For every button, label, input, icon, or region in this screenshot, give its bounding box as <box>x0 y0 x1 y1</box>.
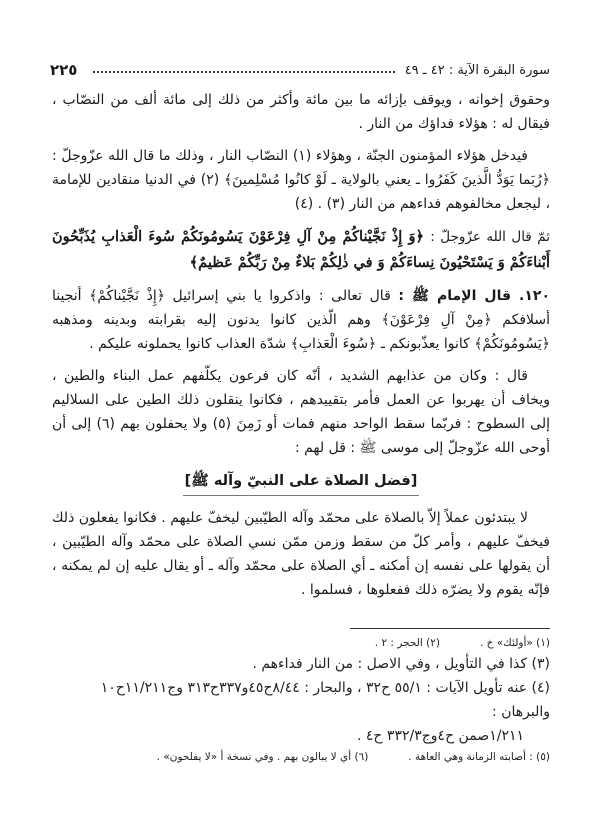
page-number: ٢٢٥ <box>50 61 78 79</box>
paragraph-3-text: قال تعالى : واذكروا يا بني إسرائيل ﴿إِذْ نَجَّيْناكُمْ﴾ أنجينا أسلافكم ﴿مِنْ آلِ فِرْعَوْنَ﴾ وهم الّذين كانوا يدنون إليه بقرابته وبدينه ومذهبه ﴿يَسُومُونَكُمْ﴾ كانوا يعذّبونكم ـ ﴿سُوءَ الْعَذابِ﴾ شدّة العذاب كانوا يحملونه عليكم . <box>52 288 550 352</box>
paragraph-3 <box>52 284 550 356</box>
footnote-1: (١) «أولئك» خ . <box>479 637 550 649</box>
page-body <box>52 88 550 610</box>
paragraph-5: لا يبتدئون عملاً إلاّ بالصلاة على محمّد وآله الطيّبين ليخفّ عليهم . فكانوا يفعلون ذلك فيخفّ عليهم ، وأمر كلّ من سقط وزمن ممّن نسي الصلاة على محمّد وآله الطيّبين ، أن يقولها على نفسه إن أمكنه ـ أي الصلاة على محمّد وآله ـ أو يقال عليه إن لم يمكنه ، فإنّه يقوم ولا يضرّه ذلك ففعلوها ، فسلموا . <box>52 510 550 598</box>
footnote-row-3 <box>52 748 550 766</box>
paragraph-1: وحقوق إخوانه ، ويوقف بإزائه ما بين مائة وأكثر من ذلك إلى مائة ألف من النصّاب ، فيقال له : هؤلاء فداؤك من النار . <box>52 92 550 132</box>
paragraph-2: فيدخل هؤلاء المؤمنون الجنّة ، وهؤلاء (١) النصّاب النار ، وذلك ما قال الله عزّوجلّ : ﴿رُبَما يَوَدُّ الَّذينَ كَفَرُوا ـ يعني بالولاية ـ لَوْ كانُوا مُسْلِمينَ﴾ (٢) في الدنيا منقادين للإمامة ، ليجعل مخالفوهم فداءهم من النار (٣) . (٤) <box>52 148 550 212</box>
footnote-row-1 <box>52 634 550 652</box>
verse-intro: ثمّ قال الله عزّوجلّ : <box>430 229 550 245</box>
section-title: [فضل الصلاة على النبيّ وآله ﷺ] <box>183 472 420 496</box>
footnote-2: (٢) الحجر : ٢ . <box>374 637 440 649</box>
verse-text: ﴿وَ إِذْ نَجَّيْناكُمْ مِنْ آلِ فِرْعَوْنَ يَسُومُونَكُمْ سُوءَ الْعَذابِ يُذَبِّحُونَ أَبْناءَكُمْ وَ يَسْتَحْيُونَ نِساءَكُمْ وَ في ذٰلِكُمْ بَلاءٌ مِنْ رَبِّكُمْ عَظيمٌ﴾ <box>52 228 550 271</box>
running-title: سورة البقرة الآية : ٤٢ ـ ٤٩ <box>404 62 550 78</box>
page-header <box>50 58 550 82</box>
footnotes <box>52 634 550 766</box>
section-title-wrap <box>52 468 550 506</box>
header-dotted-rule <box>93 71 394 73</box>
footnote-4: (٤) عنه تأويل الآيات : ٥٥/١ ح٣٢ ، والبحار : ٨/٤٤ح٤٥و٣٣٧ح٣١٣ وج١١/٢١١ح١٠ والبرهان : <box>100 680 550 720</box>
paragraph-4: قال : وكان من عذابهم الشديد ، أنّه كان فرعون يكلّفهم عمل البناء والطين ، ويخاف أن يهربوا عن العمل فأمر بتقييدهم ، فكانوا ينقلون ذلك الطين على السلاليم إلى السطوح : فربّما سقط الواحد منهم فمات أو زَمِنَ (٥) ولا يحفلون بهم (٦) إلى أن أوحى الله عزّوجلّ إلى موسى ﷺ : قل لهم : <box>52 368 550 456</box>
quran-verse-block <box>52 224 550 276</box>
footnote-5: (٥) : أصابته الزمانة وهي العاهة . <box>408 751 550 763</box>
footnote-6: (٦) أي لا يبالون بهم . وفي نسخة أ «لا يفلحون» . <box>156 751 369 763</box>
footnote-4-continued: ١/٢١١صمن ح٤وج٣٣٢/٣ ح٤ . <box>356 728 524 744</box>
footnote-divider <box>350 628 550 629</box>
hadith-number-label: ١٢٠. قال الإمام ﷺ : <box>398 288 550 304</box>
footnote-3: (٣) كذا في التأويل ، وفي الاصل : من النار فداءهم . <box>252 656 550 672</box>
